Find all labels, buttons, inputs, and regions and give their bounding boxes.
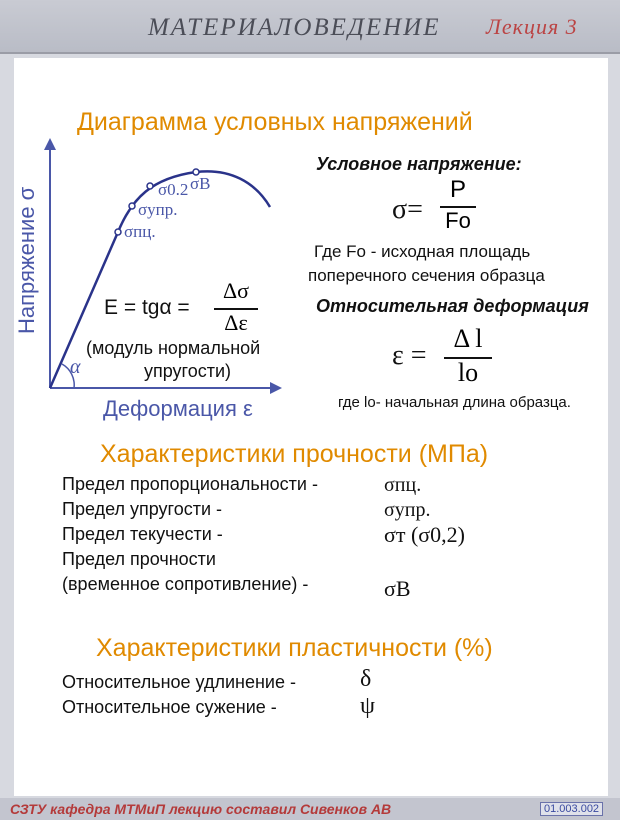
strength-row-symbol: σпц. xyxy=(384,474,422,496)
plasticity-title: Характеристики пластичности (%) xyxy=(96,634,493,662)
point-yield xyxy=(147,183,153,189)
stress-lhs: σ= xyxy=(392,194,423,225)
point-label-proportionality: σпц. xyxy=(124,222,156,241)
stress-where-line2: поперечного сечения образца xyxy=(308,266,545,285)
plasticity-row-symbol: δ xyxy=(360,666,372,692)
point-label-ultimate: σB xyxy=(190,174,211,193)
strain-heading: Относительная деформация xyxy=(316,296,589,316)
slide-footer xyxy=(0,798,620,820)
plasticity-row-symbol: ψ xyxy=(360,693,376,719)
strength-row-label: (временное сопротивление) - xyxy=(62,574,309,594)
modulus-caption-line1: (модуль нормальной xyxy=(86,338,261,358)
diagram-title: Диаграмма условных напряжений xyxy=(77,108,473,136)
stress-where-line1: Где Fo - исходная площадь xyxy=(314,242,531,261)
x-axis-label: Деформация ε xyxy=(103,396,253,421)
modulus-denominator: Δε xyxy=(224,310,248,335)
slide-code: 01.003.002 xyxy=(540,802,603,816)
strength-title: Характеристики прочности (МПа) xyxy=(100,440,489,468)
course-title: МАТЕРИАЛОВЕДЕНИЕ xyxy=(148,14,441,41)
angle-label: α xyxy=(70,356,81,378)
modulus-caption-line2: упругости) xyxy=(144,361,232,381)
point-elasticity xyxy=(129,203,135,209)
lecture-number: Лекция 3 xyxy=(486,14,578,39)
strain-where: где lo- начальная длина образца. xyxy=(338,394,571,411)
strength-row-symbol: σB xyxy=(384,576,411,601)
stress-numerator: P xyxy=(449,176,466,203)
strength-row-label: Предел пропорциональности - xyxy=(62,474,318,494)
strain-denominator: lo xyxy=(457,358,479,387)
stress-denominator: Fo xyxy=(445,208,471,233)
y-axis-arrow-icon xyxy=(44,138,56,150)
strength-row-symbol: σт (σ0,2) xyxy=(384,522,465,547)
plasticity-row-label: Относительное сужение - xyxy=(62,697,277,717)
modulus-numerator: Δσ xyxy=(222,278,249,303)
strength-row-label: Предел текучести - xyxy=(62,524,223,544)
footer-credits: СЗТУ кафедра МТМиП лекцию составил Сивенков АВ xyxy=(10,801,392,817)
strength-row-symbol: σупр. xyxy=(384,499,431,521)
strain-numerator: Δ l xyxy=(453,324,483,353)
point-proportionality xyxy=(115,229,121,235)
plasticity-row-label: Относительное удлинение - xyxy=(62,672,296,692)
modulus-formula-left: E = tgα = xyxy=(104,296,190,319)
strain-lhs: ε = xyxy=(392,340,427,371)
strength-row-label: Предел упругости - xyxy=(62,499,223,519)
strength-row-label: Предел прочности xyxy=(62,549,216,569)
point-label-elasticity: σупр. xyxy=(138,200,178,219)
point-label-yield: σ0.2 xyxy=(158,180,189,199)
x-axis-arrow-icon xyxy=(270,382,282,394)
y-axis-label: Напряжение σ xyxy=(14,186,39,334)
stress-heading: Условное напряжение: xyxy=(316,154,522,174)
